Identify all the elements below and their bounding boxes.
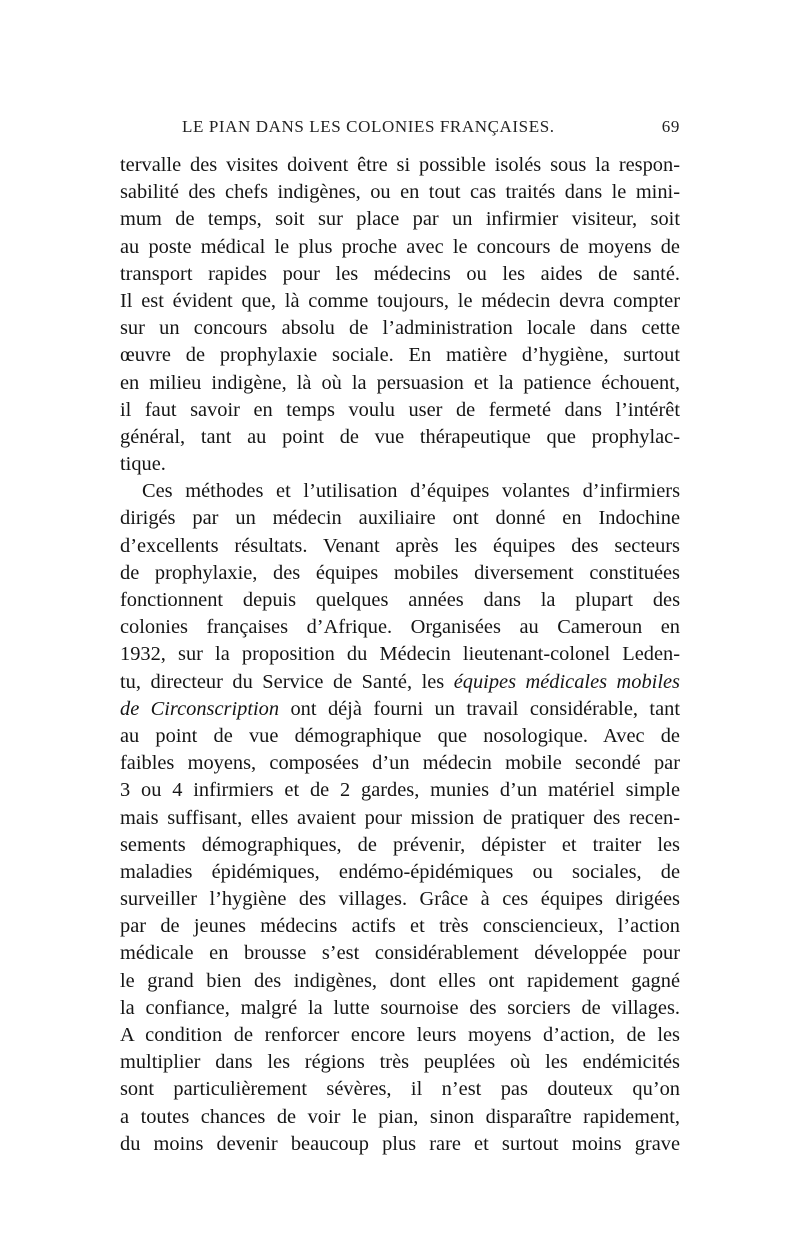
text-line: multiplier dans les régions très peuplées où les endémicités <box>120 1051 680 1074</box>
running-head <box>120 117 680 143</box>
italic-term: de Circonscription <box>120 697 280 720</box>
page-number: 69 <box>661 117 680 136</box>
text-line: colonies françaises d’Afrique. Organisées au Cameroun en <box>120 616 680 639</box>
text-line-mixed <box>120 696 680 723</box>
text-line: maladies épidémiques, endémo-épidémiques ou sociales, de <box>120 860 680 883</box>
text-line: Il est évident que, là comme toujours, le médecin devra compter <box>120 289 680 312</box>
text-line: 1932, sur la proposition du Médecin lieutenant-colonel Leden- <box>120 643 680 666</box>
text-line: fonctionnent depuis quelques années dans la plupart des <box>120 589 680 611</box>
text-line: au poste médical le plus proche avec le concours de moyens de <box>120 235 680 258</box>
text-line: transport rapides pour les médecins ou les aides de santé. <box>120 262 680 285</box>
running-title: LE PIAN DANS LES COLONIES FRANÇAISES. <box>182 117 555 136</box>
text-line: d’excellents résultats. Venant après les équipes des secteurs <box>120 534 680 557</box>
text-line: A condition de renforcer encore leurs moyens d’action, de les <box>120 1024 680 1046</box>
text-line-mixed <box>120 669 680 696</box>
text-line: œuvre de prophylaxie sociale. En matière d’hygiène, surtout <box>120 344 680 367</box>
text-line: mum de temps, soit sur place par un infirmier visiteur, soit <box>120 208 680 231</box>
text-line: sements démographiques, de prévenir, dépister et traiter les <box>120 833 680 856</box>
body-text <box>120 152 680 1158</box>
text-line: dirigés par un médecin auxiliaire ont donné en Indochine <box>120 507 680 530</box>
text-line: au point de vue démographique que nosologique. Avec de <box>120 724 680 747</box>
text-line: la confiance, malgré la lutte sournoise des sorciers de villages. <box>120 996 680 1019</box>
text-line: tervalle des visites doivent être si possible isolés sous la respon- <box>120 154 680 176</box>
text-line: faibles moyens, composées d’un médecin mobile secondé par <box>120 752 680 775</box>
text-line: 3 ou 4 infirmiers et de 2 gardes, munies d’un matériel simple <box>120 779 680 802</box>
text-line: du moins devenir beaucoup plus rare et surtout moins grave <box>120 1132 680 1155</box>
text-line: tique. <box>120 453 166 476</box>
text-line: le grand bien des indigènes, dont elles ont rapidement gagné <box>120 969 680 992</box>
text-line: en milieu indigène, là où la persuasion et la patience échouent, <box>120 371 680 394</box>
text-line: médicale en brousse s’est considérablement développée pour <box>120 942 680 965</box>
text-line: Ces méthodes et l’utilisation d’équipes volantes d’infirmiers <box>142 480 680 503</box>
text-line: sont particulièrement sévères, il n’est pas douteux qu’on <box>120 1078 680 1101</box>
text-line: par de jeunes médecins actifs et très consciencieux, l’action <box>120 915 680 938</box>
text-segment: ont déjà fourni un travail considérable, tant <box>290 697 680 720</box>
text-line: il faut savoir en temps voulu user de fermeté dans l’intérêt <box>120 398 680 421</box>
text-line: général, tant au point de vue thérapeutique que prophylac- <box>120 425 680 448</box>
text-line: surveiller l’hygiène des villages. Grâce à ces équipes dirigées <box>120 888 680 911</box>
text-line: mais suffisant, elles avaient pour mission de pratiquer des recen- <box>120 806 680 829</box>
text-segment: tu, directeur du Service de Santé, les <box>120 670 445 693</box>
text-line: de prophylaxie, des équipes mobiles diversement constituées <box>120 561 680 584</box>
text-line: sur un concours absolu de l’administration locale dans cette <box>120 317 680 340</box>
text-line: sabilité des chefs indigènes, ou en tout cas traités dans le mini- <box>120 181 680 204</box>
text-line: a toutes chances de voir le pian, sinon disparaître rapidement, <box>120 1105 680 1128</box>
italic-term: équipes médicales mobiles <box>453 670 680 693</box>
